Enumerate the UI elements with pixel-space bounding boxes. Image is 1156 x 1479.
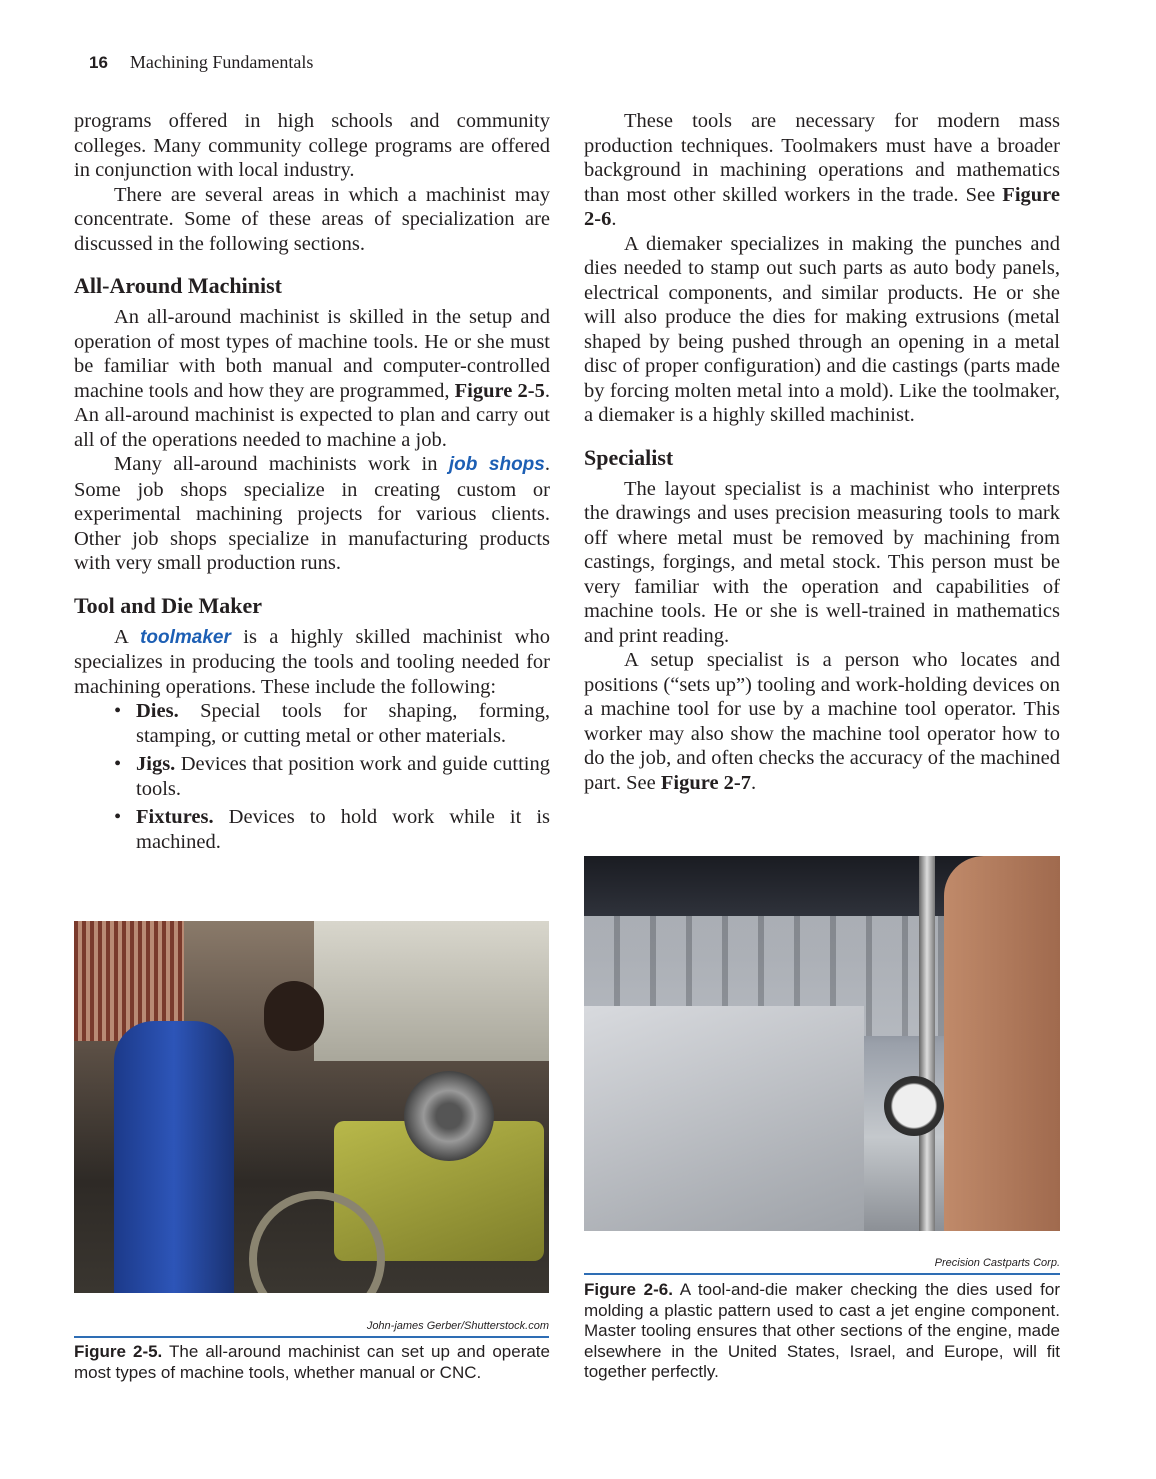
paragraph [584,648,1060,795]
text: . An all-around machinist is expected to plan and carry out all of the operations needed to machine a job. [74,379,550,451]
bullet-icon: • [114,700,122,722]
term: Dies. [136,700,179,722]
paragraph [74,625,550,700]
page-number: 16 [89,53,108,72]
text: . [611,208,617,230]
bullet-icon: • [114,806,122,828]
text: Many all-around machinists work in [114,453,449,475]
caption-text: The all-around machinist can set up and operate most types of machine tools, whether manual or CNC. [74,1342,550,1382]
text: An all-around machinist is skilled in the setup and operation of most types of machine tools. He or she must be familiar with both manual and computer-controlled machine tools and how they are programmed, [74,306,550,402]
figure-reference: Figure 2-5 [454,379,545,402]
paragraph [74,305,550,452]
left-column [74,109,550,858]
list-item [114,699,550,748]
text: A [114,625,141,648]
paragraph: A diemaker specializes in making the punches and dies needed to stamp out such parts as auto body panels, electrical components, and similar products. He or she will also produce the dies for making extrusions (metal shaped by being pushed through an opening in a metal disc of proper configuration) and die castings (parts made by forcing molten metal into a mold). Like the toolmaker, a diemaker is a highly skilled machinist. [584,232,1060,426]
figure-reference: Figure 2-7 [660,771,752,794]
figure-caption [74,1342,550,1383]
text: These tools are necessary for modern mass production techniques. Toolmakers must have a broader background in machining operations and mathematics than most other skilled workers in the trade. See [584,110,1060,206]
machinist-lathe-photo [74,921,549,1293]
list-item [114,805,550,854]
caption-rule [584,1273,1060,1275]
text: Special tools for shaping, forming, stamping, or cutting metal or other materials. [136,700,550,747]
bullet-icon: • [114,753,122,775]
term: Jigs. [136,753,176,775]
figure-reference: Figure 2-6 [584,183,1060,230]
paragraph: programs offered in high schools and community colleges. Many community college programs are offered in conjunction with local industry. [74,110,550,181]
paragraph [584,109,1060,232]
photo-credit: John-james Gerber/Shutterstock.com [366,1320,549,1332]
figure-label: Figure 2-5. [74,1342,163,1361]
text: . Some job shops specialize in creating custom or experimental machining projects for various clients. Other job shops specialize in manufacturing products with very small production runs. [74,453,550,574]
text: is a highly skilled machinist who specializes in producing the tools and tooling needed for machining operations. These include the following: [74,625,550,698]
section-heading: All-Around Machinist [74,273,283,298]
figure-label: Figure 2-6. [584,1280,673,1299]
book-title: Machining Fundamentals [129,52,314,72]
text: A setup specialist is a person who locates and positions (“sets up”) tooling and work-holding devices on a machine tool for use by a machine tool operator. This worker may also show the machine tool operator how to do the job, and often checks the accuracy of the machined part. See [584,649,1060,794]
glossary-term: toolmaker [140,626,231,648]
list-item [114,752,550,801]
section-heading: Tool and Die Maker [74,592,263,618]
running-header [89,52,313,73]
glossary-term: job shops [448,454,545,475]
figure-caption [584,1280,1060,1383]
paragraph: There are several areas in which a machinist may concentrate. Some of these areas of specialization are discussed in the following sections. [74,183,550,255]
right-column [584,109,1060,795]
paragraph: The layout specialist is a machinist who interprets the drawings and uses precision measuring tools to mark off where metal must be removed by machining from castings, forgings, and metal stock. This person must be very familiar with the operation and capabilities of machine tools. He or she is well-trained in mathematics and print reading. [584,477,1060,647]
caption-rule [74,1336,549,1338]
paragraph [74,452,550,576]
text: Devices that position work and guide cutting tools. [136,753,550,800]
section-heading: Specialist [584,444,674,470]
text: Devices to hold work while it is machined. [136,806,550,853]
photo-credit: Precision Castparts Corp. [934,1257,1060,1269]
die-inspection-photo [584,856,1060,1231]
caption-text: A tool-and-die maker checking the dies used for molding a plastic pattern used to cast a jet engine component. Master tooling ensures that other sections of the engine, made elsewhere in the United States, Israel, and Europe, will fit together perfectly. [584,1280,1060,1381]
text: . [751,771,757,794]
bullet-list [74,699,550,854]
term: Fixtures. [136,806,214,828]
